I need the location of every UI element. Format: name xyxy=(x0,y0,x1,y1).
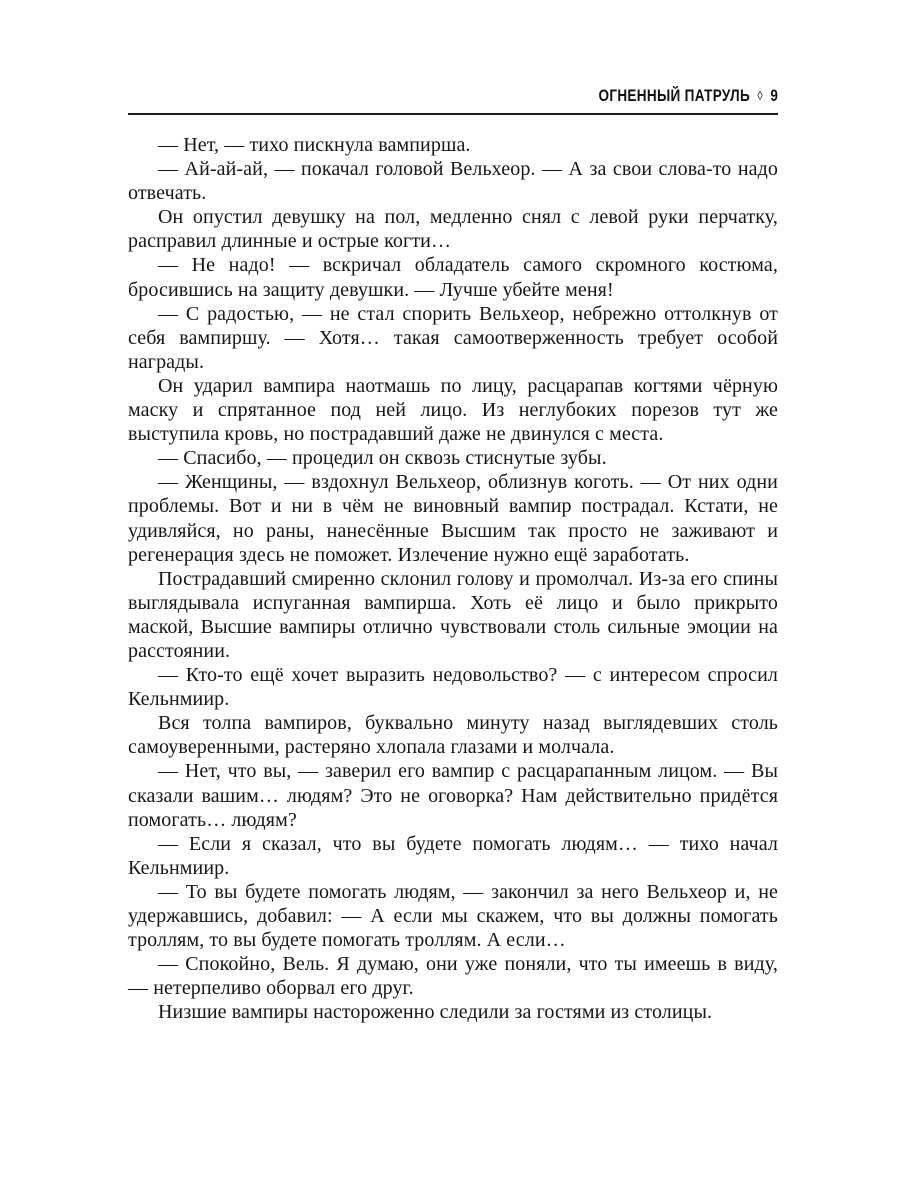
diamond-separator-icon: ◊ xyxy=(757,88,763,103)
paragraph: Он ударил вампира наотмашь по лицу, расцарапав когтями чёрную маску и спрятанное под ней лицо. Из неглубоких порезов тут же выступила кровь, но пострадавший даже не двинулся с места. xyxy=(128,374,778,446)
page-number: 9 xyxy=(770,87,778,105)
running-title: ОГНЕННЫЙ ПАТРУЛЬ xyxy=(598,87,750,105)
running-header xyxy=(128,87,778,106)
paragraph: — То вы будете помогать людям, — закончил за него Вельхеор и, не удержавшись, добавил: — А если мы скажем, что вы должны помогать троллям, то вы будете помогать троллям. А если… xyxy=(128,880,778,952)
paragraph: — Кто-то ещё хочет выразить недовольство? — с интересом спросил Кельнмиир. xyxy=(128,664,778,711)
paragraph: — Нет, — тихо пискнула вампирша. xyxy=(158,134,471,156)
paragraph: Вся толпа вампиров, буквально минуту назад выглядевших столь самоуверенными, растеряно хлопала глазами и молчала. xyxy=(128,712,778,759)
running-header-text xyxy=(598,87,778,106)
paragraph: — Спокойно, Вель. Я думаю, они уже поняли, что ты имеешь в виду, — нетерпеливо оборвал его друг. xyxy=(128,953,778,1000)
paragraph: — Нет, что вы, — заверил его вампир с расцарапанным лицом. — Вы сказали вашим… людям? Это не оговорка? Нам действительно придётся помогать… людям? xyxy=(128,760,778,831)
paragraph: Он опустил девушку на пол, медленно снял с левой руки перчатку, расправил длинные и острые когти… xyxy=(128,206,778,253)
paragraph: — Если я сказал, что вы будете помогать людям… — тихо начал Кельнмиир. xyxy=(128,832,778,879)
paragraph: Пострадавший смиренно склонил голову и промолчал. Из-за его спины выглядывала испуганная вампирша. Хоть её лицо и было прикрыто маской, Высшие вампиры отлично чувствовали столь сильные эмоции на расстоянии. xyxy=(128,567,778,662)
paragraph: — Ай-ай-ай, — покачал головой Вельхеор. — А за свои слова-то надо отвечать. xyxy=(128,158,778,205)
body-text xyxy=(128,133,778,1024)
paragraph: — Женщины, — вздохнул Вельхеор, облизнув коготь. — От них одни проблемы. Вот и ни в чём не виновный вампир пострадал. Кстати, не удивляйся, но раны, нанесённые Высшим так просто не заживают и регенерация здесь не поможет. Излечение нужно ещё заработать. xyxy=(128,471,778,566)
paragraph: — Не надо! — вскричал обладатель самого скромного костюма, бросившись на защиту девушки. — Лучше убейте меня! xyxy=(128,254,778,301)
paragraph: Низшие вампиры настороженно следили за гостями из столицы. xyxy=(158,1001,713,1024)
paragraph: — Спасибо, — процедил он сквозь стиснутые зубы. xyxy=(158,447,607,470)
header-rule xyxy=(128,113,778,115)
paragraph: — С радостью, — не стал спорить Вельхеор, небрежно оттолкнув от себя вампиршу. — Хотя… такая самоотверженность требует особой награды. xyxy=(128,302,778,373)
